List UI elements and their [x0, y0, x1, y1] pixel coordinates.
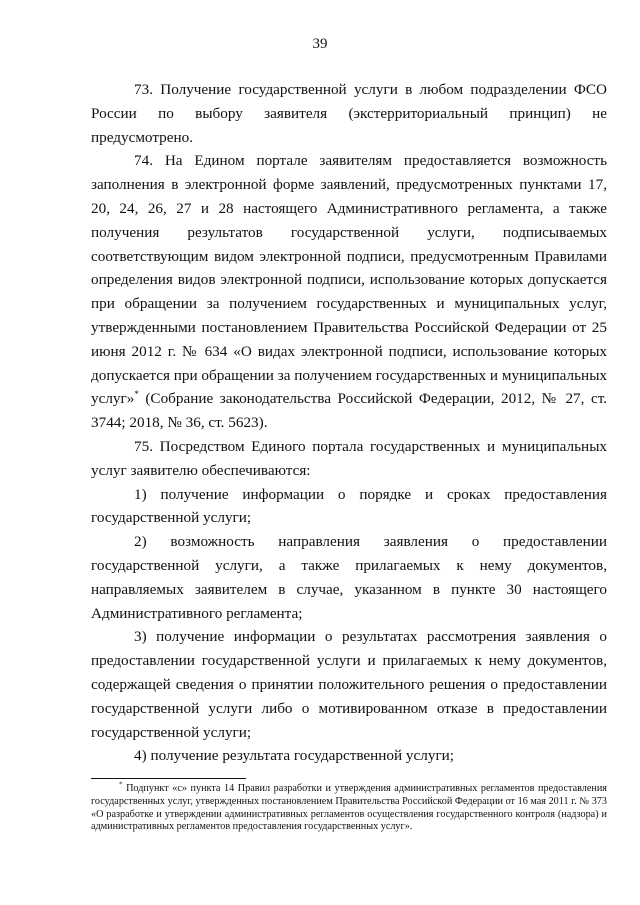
list-item-3: 3) получение информации о результатах рассмотрения заявления о предоставлении государственной услуги и прилагаемых к нему документов, содержащей сведения о принятии положительного решения о предоставлении государственной услуги либо о мотивированном отказе в предоставлении государственной услуги;	[91, 628, 607, 741]
paragraph-74-text: 74. На Едином портале заявителям предоставляется возможность заполнения в электронной форме заявлений, предусмотренных пунктами 17, 20, 24, 26, 27 и 28 настоящего Административного регламента, а также получения результатов государственной услуги, подписываемых соответствующим видом электронной подписи, предусмотренным Правилами определения видов электронной подписи, использование которых допускается при обращении за получением государственных и муниципальных услуг, утвержденными постановлением Правительства Российской Федерации от 25 июня 2012 г. № 634 «О видах электронной подписи, использование которых допускается при обращении за получением государственных и муниципальных услуг»	[91, 152, 607, 408]
page-number: 39	[312, 36, 328, 52]
list-item-4: 4) получение результата государственной услуги;	[134, 747, 455, 765]
footnote	[91, 780, 607, 834]
footnote-text: Подпункт «с» пункта 14 Правил разработки и утверждения административных регламентов предоставления государственных услуг, утвержденных постановлением Правительства Российской Федерации от 16 мая 2011 г. № 373 «О разработке и утверждении административных регламентов осуществления государственного контроля (надзора) и административных регламентов предоставления государственных услуг».	[91, 783, 607, 833]
list-item-1: 1) получение информации о порядке и сроках предоставления государственной услуги;	[91, 485, 607, 527]
footnote-reference: *	[134, 389, 139, 400]
document-body	[91, 78, 607, 768]
paragraph-74-citation: (Собрание законодательства Российской Федерации, 2012, № 27, ст. 3744; 2018, № 36, ст. 5623).	[91, 390, 607, 432]
footnote-marker: *	[119, 780, 123, 789]
paragraph-75: 75. Посредством Единого портала государственных и муниципальных услуг заявителю обеспечиваются:	[91, 437, 607, 479]
footnote-separator	[91, 778, 246, 779]
list-item-2: 2) возможность направления заявления о предоставлении государственной услуги, а также прилагаемых к нему документов, направляемых заявителем в случае, указанном в пункте 30 настоящего Административного регламента;	[91, 533, 607, 622]
paragraph-73: 73. Получение государственной услуги в любом подразделении ФСО России по выбору заявителя (экстерриториальный принцип) не предусмотрено.	[91, 81, 607, 146]
paragraph-74	[91, 149, 607, 435]
